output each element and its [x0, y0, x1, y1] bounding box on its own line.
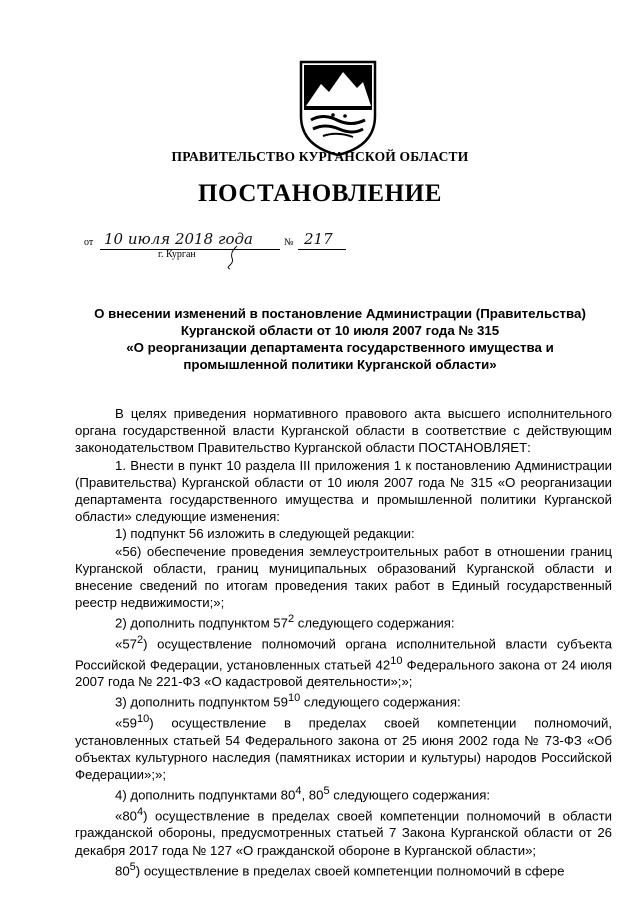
document-heading: [70, 305, 610, 373]
paragraph: [75, 804, 612, 859]
government-title: ПРАВИТЕЛЬСТВО КУРГАНСКОЙ ОБЛАСТИ: [171, 149, 469, 164]
superscript: 10: [287, 692, 301, 705]
superscript: 5: [129, 860, 136, 873]
text-run: 4) дополнить подпунктами 80: [115, 787, 296, 803]
superscript: 10: [137, 713, 150, 726]
text-run: ) осуществление в пределах своей компетенции полномочий в сфере: [135, 863, 565, 879]
coat-of-arms-icon: [297, 58, 379, 158]
paragraph: 1) подпункт 56 изложить в следующей редакции:: [115, 526, 415, 542]
text-run: ) осуществление в пределах своей компетенции полномочий в области гражданской обороны, предусмотренных статьей 7 Закона Курганской области от 26 декабря 2017 года № 127 «О гражданской обороне в Курганской области»;: [75, 808, 612, 858]
paragraph: [75, 632, 612, 690]
text-run: 80: [115, 863, 130, 879]
text-run: следующего содержания:: [329, 787, 491, 803]
document-date: 10 июля 2018 года: [104, 230, 253, 248]
date-label: от: [84, 237, 94, 248]
paragraph: 1. Внести в пункт 10 раздела III приложения 1 к постановлению Администрации (Правительства) Курганской области от 10 июля 2007 года № 315 «О реорганизации департамента государственного имущества и промышленной политики Курганской области» следующие изменения:: [75, 457, 612, 525]
text-run: «59: [115, 715, 138, 731]
heading-line: промышленной политики Курганской области»: [183, 357, 497, 372]
superscript: 2: [287, 613, 295, 626]
paragraph: [75, 859, 612, 880]
number-underline: [298, 249, 346, 250]
heading-line: О внесении изменений в постановление Администрации (Правительства): [94, 306, 586, 321]
paragraph: [75, 611, 612, 632]
paragraph: В целях приведения нормативного правового акта высшего исполнительного органа государственной власти Курганской области в соответствие с действующим законодательством Правительство Курганской области ПОСТАНОВЛЯЕТ:: [75, 406, 612, 456]
text-run: , 80: [301, 787, 324, 803]
text-run: следующего содержания:: [300, 694, 461, 710]
handwritten-flourish-icon: [222, 244, 244, 270]
text-run: 3) дополнить подпунктом 59: [115, 694, 288, 710]
document-body: [75, 405, 612, 879]
document-number: 217: [304, 230, 333, 248]
paragraph: [75, 711, 612, 783]
text-run: ) осуществление полномочий органа исполнительной власти субъекта Российской Федерации, установленных статьей 42: [75, 636, 612, 673]
document-city: г. Курган: [158, 249, 196, 260]
text-run: Федерального закона от 24 июля 2007 года № 221-ФЗ «О кадастровой деятельности»;»;: [75, 657, 612, 690]
text-run: следующего содержания:: [294, 615, 455, 631]
number-label: №: [284, 237, 294, 248]
superscript: 4: [137, 805, 144, 818]
superscript: 2: [137, 634, 144, 647]
superscript: 5: [323, 785, 330, 798]
superscript: 4: [295, 785, 302, 798]
text-run: «57: [115, 636, 138, 652]
superscript: 10: [390, 654, 403, 667]
document-type-title: ПОСТАНОВЛЕНИЕ: [197, 180, 443, 207]
paragraph: «56) обеспечение проведения землеустроительных работ в отношении границ Курганской области, границ муниципальных образований Курганской области и внесение сведений по итогам проведения таких работ в Единый государственный реестр недвижимости;»;: [75, 543, 612, 611]
paragraph: [75, 783, 612, 804]
heading-line: «О реорганизации департамента государственного имущества и: [126, 340, 554, 355]
text-run: «80: [115, 808, 138, 824]
paragraph: [75, 690, 612, 711]
heading-line: Курганской области от 10 июля 2007 года № 315: [180, 323, 500, 338]
text-run: 2) дополнить подпунктом 57: [115, 615, 288, 631]
text-run: ) осуществление в пределах своей компетенции полномочий, установленных статьей 54 Федерального закона от 25 июня 2002 года № 73-ФЗ «Об объектах культурного наследия (памятниках истории и культуры) народов Российской Федерации»;»;: [75, 715, 612, 783]
